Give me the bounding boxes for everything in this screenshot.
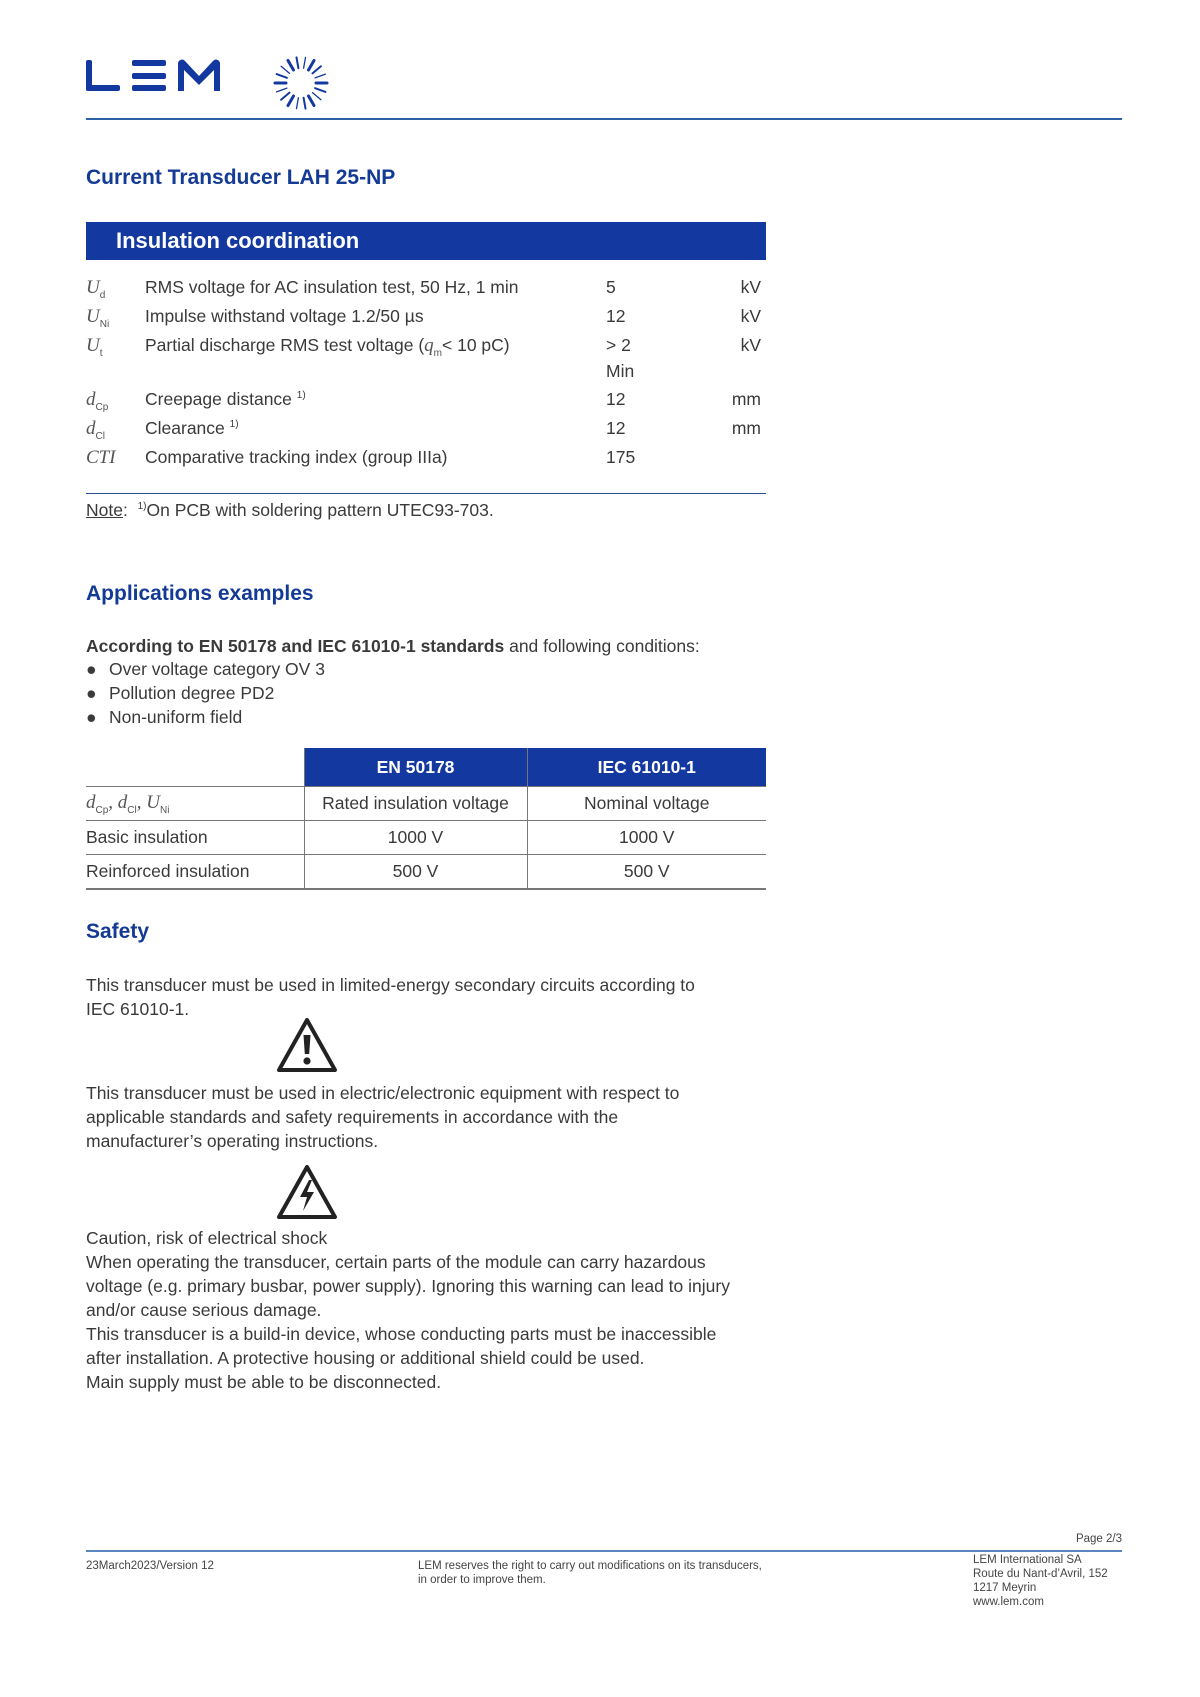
sun-ray [296,98,298,109]
spec-symbol: CTI [86,447,116,468]
spec-description: Impulse withstand voltage 1.2/50 µs [145,306,424,326]
spec-symbol: $d_{Cp}$ [86,389,109,413]
table-row [86,855,766,890]
document-title: Current Transducer LAH 25-NP [86,166,396,189]
sun-ray [288,60,294,70]
note-text: On PCB with soldering pattern UTEC93-703. [146,500,494,520]
spec-description: Partial discharge RMS test voltage ($q_m< 10$ pC) [145,335,510,359]
sun-ray [304,57,306,68]
spec-unit: kV [740,277,761,297]
note-label: Note [86,500,123,520]
sun-ray [312,66,320,73]
table-header-blank [86,748,304,787]
table-row [86,787,766,821]
lem-logo [86,58,236,103]
lem-logo-mark [86,58,236,98]
spec-symbol: $U_d$ [86,277,106,301]
spec-unit: mm [731,389,761,409]
footnote-marker: 1) [137,501,147,513]
safety-caution-paragraph: Caution, risk of electrical shock When operating the transducer, certain parts of the module can carry hazardous voltage (e.g. primary busbar, power supply). Ignoring this warning can lead to injury and/or cause serious damage. This transducer is a build-in device, whose conducting parts must be inaccessible after installation. A protective housing or additional shield could be used. Main supply must be able to be disconnected. [86,1228,730,1392]
spec-unit: kV [740,335,761,355]
table-cell: Nominal voltage [527,787,766,821]
table-cell: 500 V [527,855,766,890]
standards-table [86,748,766,890]
footer-disclaimer: LEM reserves the right to carry out modifications on its transducers, in order to improve them. [418,1560,762,1586]
spec-symbol: $U_{Ni}$ [86,306,110,330]
applications-intro: According to EN 50178 and IEC 61010-1 standards and following conditions: [86,636,700,656]
table-cell: 1000 V [527,821,766,855]
spec-row [86,306,766,330]
table-row [86,821,766,855]
sun-ray [312,93,320,100]
section-heading-safety: Safety [86,920,150,943]
spec-row [86,418,766,442]
table-cell: 500 V [304,855,527,890]
sun-ray [281,66,289,73]
section-heading-insulation: Insulation coordination [86,222,766,260]
spec-description: RMS voltage for AC insulation test, 50 Hz, 1 min [145,277,519,297]
spec-row [86,447,766,471]
footer-address: LEM International SA Route du Nant-d’Avril, 152 1217 Meyrin www.lem.com [973,1554,1108,1608]
spec-description: Comparative tracking index (group IIIa) [145,447,448,467]
footnote-marker: 1) [296,390,306,402]
spec-value: 12 [606,418,626,438]
sun-ray [315,74,325,78]
spec-unit: mm [731,418,761,438]
sun-ray [309,96,315,106]
row-label: Reinforced insulation [86,855,304,890]
warning-icon [276,1017,338,1078]
footnote-marker: 1) [229,419,239,431]
spec-unit: kV [740,306,761,326]
table-divider [86,493,766,494]
spec-row [86,389,766,413]
sun-ray [296,57,298,68]
table-header-en50178: EN 50178 [304,748,527,787]
list-item: ● Pollution degree PD2 [86,683,275,703]
list-item: ● Non-uniform field [86,707,243,727]
spec-value: > 2 Min [606,335,635,381]
sun-ray [277,88,287,92]
spec-symbol: $U_t$ [86,335,103,359]
bullet-icon: ● [86,707,97,727]
bullet-icon: ● [86,659,97,679]
sun-ray [304,98,306,109]
sun-ray [277,74,287,78]
electric-shock-warning-icon [276,1164,338,1225]
sun-ray [309,60,315,70]
table-header-iec61010: IEC 61010-1 [527,748,766,787]
section-heading-applications: Applications examples [86,582,314,605]
lem-sun-icon [270,52,332,119]
safety-paragraph: This transducer must be used in limited-energy secondary circuits according to IEC 61010-1. [86,975,695,1019]
spec-value: 12 [606,306,626,326]
footer-divider [86,1550,1122,1552]
footnote: Note: $^{1)}$On PCB with soldering pattern UTEC93-703. [86,500,494,520]
sun-ray [281,93,289,100]
sun-ray [315,88,325,92]
spec-value: 5 [606,277,616,297]
safety-paragraph: This transducer must be used in electric/electronic equipment with respect to applicable standards and safety requirements in accordance with the manufacturer’s operating instructions. [86,1083,680,1151]
sun-ray [288,96,294,106]
table-cell: 1000 V [304,821,527,855]
row-label: Basic insulation [86,821,304,855]
table-cell: Rated insulation voltage [304,787,527,821]
spec-row [86,277,766,301]
spec-description: Clearance $^{1)}$ [145,418,239,438]
spec-row [86,335,766,385]
page-number: Page 2/3 [1075,1533,1122,1545]
row-label: $d_{Cp}$, $d_{Cl}$, $U_{Ni}$ [86,787,304,821]
spec-symbol: $d_{Cl}$ [86,418,105,442]
header-divider [86,118,1122,120]
spec-value: 175 [606,447,636,467]
list-item: ● Over voltage category OV 3 [86,659,325,679]
spec-description: Creepage distance $^{1)}$ [145,389,306,409]
spec-value: 12 [606,389,626,409]
bullet-icon: ● [86,683,97,703]
footer-date-version: 23March2023/Version 12 [86,1560,214,1572]
